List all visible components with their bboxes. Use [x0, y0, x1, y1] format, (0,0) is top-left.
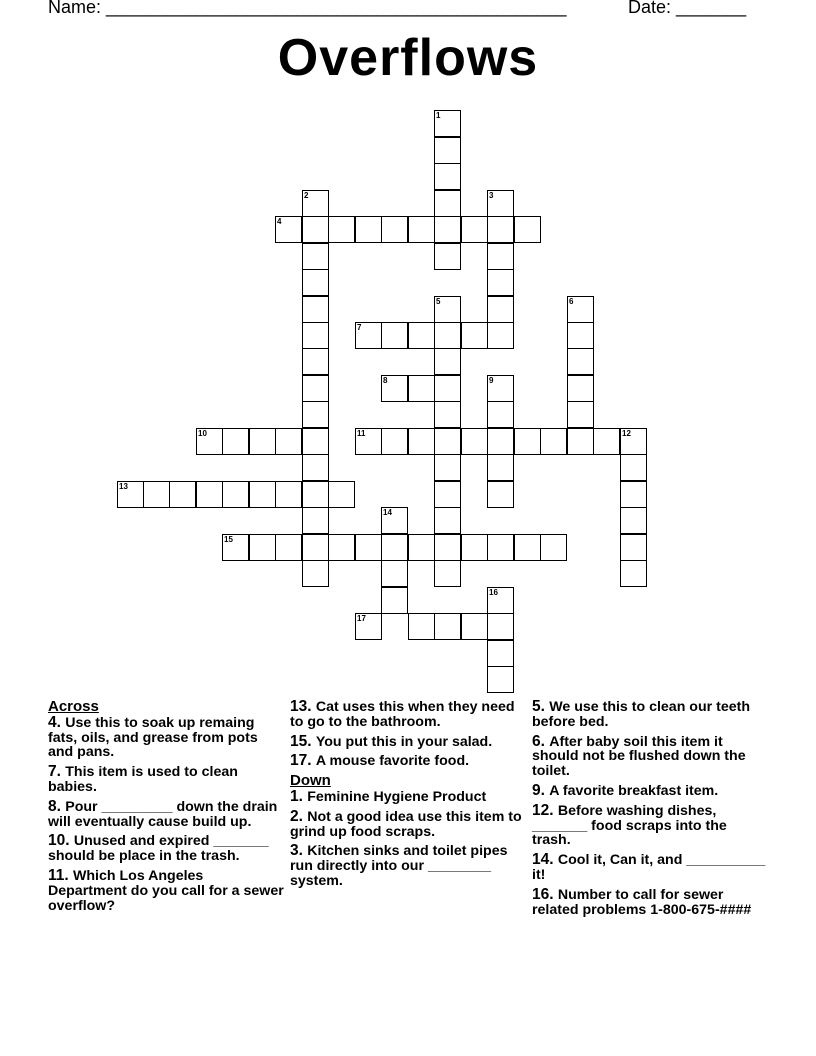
clue-item-text: Cool it, Can it, and __________ it!: [532, 852, 766, 883]
clue-item: [532, 853, 768, 883]
clue-item-text: Use this to soak up remaing fats, oils, and grease from pots and pans.: [48, 714, 258, 761]
clue-number: 16: [489, 588, 498, 597]
crossword-cell[interactable]: [620, 507, 647, 534]
crossword-cell[interactable]: [381, 587, 408, 614]
crossword-cell[interactable]: [302, 269, 329, 296]
clue-number: 6: [569, 297, 574, 306]
clue-item-number: 3.: [290, 842, 308, 860]
clue-item: [290, 700, 526, 730]
clue-item: [48, 866, 284, 914]
crossword-cell[interactable]: [302, 216, 329, 243]
crossword-cell[interactable]: [487, 613, 514, 640]
crossword-cell[interactable]: [434, 401, 461, 428]
crossword-cell[interactable]: [408, 613, 435, 640]
crossword-cell[interactable]: [461, 428, 488, 455]
clue-item-text: Kitchen sinks and toilet pipes run directly into our ________ system.: [290, 843, 508, 889]
crossword-cell[interactable]: [540, 428, 567, 455]
clue-number: 4: [277, 217, 282, 226]
crossword-cell[interactable]: [275, 481, 302, 508]
clue-item-number: 11.: [48, 866, 73, 884]
clue-item-text: Cat uses this when they need to go to the bathroom.: [290, 699, 515, 730]
crossword-cell[interactable]: [302, 428, 329, 455]
clue-item-number: 2.: [290, 807, 308, 825]
clue-item: [532, 885, 768, 918]
crossword-cell[interactable]: [434, 454, 461, 481]
crossword-cell[interactable]: [381, 216, 408, 243]
crossword-cell[interactable]: [487, 640, 514, 667]
clue-item: [290, 732, 526, 750]
crossword-cell[interactable]: [302, 507, 329, 534]
clue-item-text: A mouse favorite food.: [315, 753, 470, 770]
clue-item-number: 10.: [48, 832, 74, 850]
clue-item-text: This item is used to clean babies.: [48, 764, 238, 795]
crossword-cell[interactable]: [302, 454, 329, 481]
crossword-cell[interactable]: [487, 454, 514, 481]
crossword-cell[interactable]: [434, 560, 461, 587]
clue-item-number: 6.: [532, 732, 550, 750]
clue-item-text: Before washing dishes, _______ food scraps into the trash.: [532, 802, 727, 849]
clue-item-number: 1.: [290, 787, 308, 805]
clue-item-number: 13.: [290, 698, 316, 715]
clue-item: [532, 801, 768, 849]
crossword-cell[interactable]: [567, 401, 594, 428]
crossword-cell[interactable]: [302, 534, 329, 561]
crossword-cell[interactable]: [434, 481, 461, 508]
clue-item-text: Pour _________ down the drain will eventually cause build up.: [48, 798, 278, 830]
clue-item-text: We use this to clean our teeth before bed.: [532, 699, 750, 730]
crossword-cell[interactable]: [249, 428, 276, 455]
crossword-cell[interactable]: [302, 243, 329, 270]
crossword-cell[interactable]: [434, 216, 461, 243]
crossword-cell[interactable]: [567, 375, 594, 402]
page-title: Overflows: [277, 29, 539, 87]
clue-item-number: 16.: [532, 885, 558, 903]
name-field: Name: ______________________________________________: [48, 0, 567, 17]
crossword-cell[interactable]: [514, 216, 541, 243]
crossword-cell[interactable]: [567, 428, 594, 455]
clue-item-number: 7.: [48, 763, 66, 781]
clue-item-text: Unused and expired _______ should be place in the trash.: [48, 833, 269, 865]
crossword-cell[interactable]: [434, 163, 461, 190]
crossword-cell[interactable]: [249, 481, 276, 508]
crossword-cell[interactable]: [222, 481, 249, 508]
clue-item-number: 9.: [532, 781, 550, 799]
crossword-cell[interactable]: [408, 534, 435, 561]
clues-column-3: [532, 700, 768, 922]
clue-item: [290, 787, 526, 805]
crossword-cell[interactable]: [143, 481, 170, 508]
crossword-cell[interactable]: [302, 481, 329, 508]
crossword-cell[interactable]: [249, 534, 276, 561]
clue-item-number: 12.: [532, 801, 558, 819]
clue-item: [48, 834, 284, 864]
across-heading: Across: [48, 698, 99, 715]
crossword-cell[interactable]: [620, 534, 647, 561]
clue-item-number: 5.: [532, 698, 550, 715]
crossword-cell[interactable]: [487, 481, 514, 508]
crossword-cell[interactable]: [222, 428, 249, 455]
crossword-cell[interactable]: [434, 428, 461, 455]
clue-item-text: Number to call for sewer related problems 1-800-675-####: [532, 886, 752, 918]
clue-item-number: 8.: [48, 797, 66, 815]
crossword-cell[interactable]: [487, 243, 514, 270]
crossword-cell[interactable]: [461, 216, 488, 243]
crossword-cell[interactable]: [381, 560, 408, 587]
crossword-cell[interactable]: [302, 296, 329, 323]
crossword-cell[interactable]: [434, 243, 461, 270]
crossword-cell[interactable]: [487, 269, 514, 296]
crossword-cell[interactable]: [487, 534, 514, 561]
crossword-cell[interactable]: [434, 613, 461, 640]
clue-item: [48, 765, 284, 795]
crossword-cell[interactable]: [434, 190, 461, 217]
crossword-cell[interactable]: [328, 534, 355, 561]
clue-item: [290, 754, 526, 769]
crossword-cell[interactable]: [302, 348, 329, 375]
crossword-cell[interactable]: [487, 296, 514, 323]
clue-number: 7: [357, 323, 362, 332]
crossword-cell[interactable]: [434, 507, 461, 534]
clue-item: [532, 781, 768, 799]
clue-item: [290, 807, 526, 840]
crossword-cell[interactable]: [408, 322, 435, 349]
clue-number: 13: [119, 482, 128, 491]
crossword-cell[interactable]: [567, 322, 594, 349]
clue-item-number: 15.: [290, 732, 316, 750]
clue-item-number: 17.: [290, 752, 316, 770]
clue-number: 12: [622, 429, 631, 438]
crossword-cell[interactable]: [487, 428, 514, 455]
date-field: Date: _______: [628, 0, 747, 17]
crossword-cell[interactable]: [434, 534, 461, 561]
clue-number: 17: [357, 614, 366, 623]
clue-item-text: You put this in your salad.: [315, 733, 493, 750]
clue-item-text: A favorite breakfast item.: [549, 782, 719, 799]
crossword-cell[interactable]: [487, 322, 514, 349]
clue-item: [532, 732, 768, 780]
crossword-cell[interactable]: [514, 428, 541, 455]
crossword-cell[interactable]: [434, 322, 461, 349]
clue-item: [290, 844, 526, 888]
clue-number: 3: [489, 191, 494, 200]
clues-column-1: [48, 700, 284, 918]
crossword-cell[interactable]: [567, 348, 594, 375]
clue-number: 8: [383, 376, 388, 385]
crossword-cell[interactable]: [302, 322, 329, 349]
clue-item-text: Which Los Angeles Department do you call for a sewer overflow?: [48, 867, 284, 914]
crossword-cell[interactable]: [302, 401, 329, 428]
clue-number: 10: [198, 429, 207, 438]
crossword-cell[interactable]: [408, 428, 435, 455]
crossword-cell[interactable]: [487, 666, 514, 693]
crossword-cell[interactable]: [487, 216, 514, 243]
crossword-cell[interactable]: [434, 348, 461, 375]
down-heading: Down: [290, 772, 331, 790]
crossword-cell[interactable]: [514, 534, 541, 561]
crossword-cell[interactable]: [593, 428, 620, 455]
crossword-cell[interactable]: [328, 216, 355, 243]
clue-number: 1: [436, 111, 441, 120]
clue-item-text: After baby soil this item it should not be flushed down the toilet.: [532, 733, 746, 780]
crossword-cell[interactable]: [275, 428, 302, 455]
crossword-cell[interactable]: [461, 534, 488, 561]
clue-number: 11: [357, 429, 366, 438]
crossword-cell[interactable]: [434, 375, 461, 402]
crossword-cell[interactable]: [169, 481, 196, 508]
crossword-cell[interactable]: [461, 613, 488, 640]
crossword-cell[interactable]: [434, 137, 461, 164]
clue-item-text: Feminine Hygiene Product: [307, 788, 487, 805]
crossword-cell[interactable]: [355, 534, 382, 561]
crossword-cell[interactable]: [487, 401, 514, 428]
clues-column-2: [290, 700, 526, 894]
crossword-cell[interactable]: [302, 375, 329, 402]
crossword-cell[interactable]: [328, 481, 355, 508]
crossword-cell[interactable]: [461, 322, 488, 349]
crossword-cell[interactable]: [540, 534, 567, 561]
clue-item-number: 4.: [48, 713, 66, 731]
crossword-cell[interactable]: [408, 216, 435, 243]
clue-number: 2: [304, 191, 309, 200]
crossword-cell[interactable]: [408, 375, 435, 402]
clue-number: 15: [224, 535, 233, 544]
crossword-cell[interactable]: [620, 454, 647, 481]
clue-item-number: 14.: [532, 851, 558, 869]
crossword-cell[interactable]: [381, 322, 408, 349]
crossword-cell[interactable]: [620, 560, 647, 587]
crossword-cell[interactable]: [620, 481, 647, 508]
clue-item: [48, 713, 284, 761]
clue-number: 5: [436, 297, 441, 306]
crossword-cell[interactable]: [355, 216, 382, 243]
crossword-cell[interactable]: [381, 534, 408, 561]
clue-number: 9: [489, 376, 494, 385]
clue-number: 14: [383, 508, 392, 517]
clue-item: [48, 797, 284, 830]
clue-item-text: Not a good idea use this item to grind up food scraps.: [290, 808, 522, 840]
crossword-cell[interactable]: [196, 481, 223, 508]
clue-item: [532, 700, 768, 730]
crossword-cell[interactable]: [381, 428, 408, 455]
crossword-cell[interactable]: [302, 560, 329, 587]
crossword-cell[interactable]: [275, 534, 302, 561]
